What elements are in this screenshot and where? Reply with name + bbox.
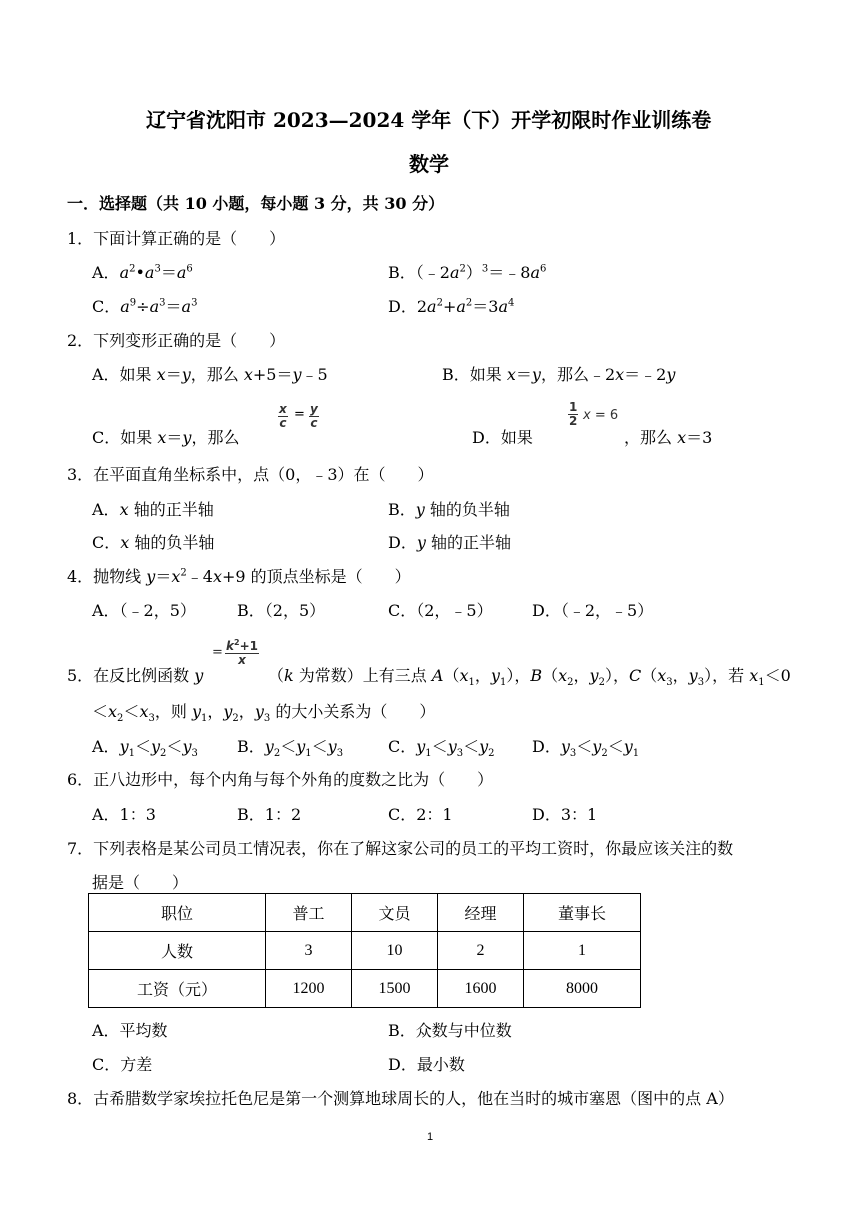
question-5-stem-line1: 5．在反比例函数 y bbox=[67, 666, 204, 685]
page-title: 辽宁省沈阳市 2023—2024 学年（下）开学初限时作业训练卷 bbox=[146, 108, 712, 132]
table-cell: 2 bbox=[438, 932, 524, 970]
q5-option-a: A．$y_1<y_2<y_3$ bbox=[92, 737, 198, 760]
q4-option-b: B．（2，5） bbox=[237, 601, 326, 620]
table-cell: 职位 bbox=[89, 894, 266, 932]
table-cell: 1600 bbox=[438, 970, 524, 1008]
q2-option-b: B．如果 x＝y，那么﹣2x＝﹣2y bbox=[442, 365, 676, 384]
q1-option-d: D．$2a^2+a^2=3a^4$ bbox=[388, 297, 515, 316]
q7-option-b: B．众数与中位数 bbox=[388, 1021, 512, 1040]
employee-table bbox=[88, 893, 641, 1008]
q1-option-b: B．$(﹣2a^2)^3=﹣8a^6$ bbox=[388, 263, 547, 282]
question-5-stem-line2: $<x_2<x_3$，则 $y_1$，$y_2$，$y_3$ 的大小关系为（ ） bbox=[92, 702, 436, 725]
q5-fraction-k2plus1-over-x: $\frac{k^2+1}{x}$ bbox=[226, 638, 258, 667]
q2-fraction-x-over-c: $\frac{x}{c}$ bbox=[279, 402, 287, 430]
q3-option-a: A．x 轴的正半轴 bbox=[92, 500, 214, 519]
question-7-stem-line2: 据是（ ） bbox=[92, 873, 189, 892]
q5-option-d: D．$y_3<y_2<y_1$ bbox=[532, 737, 640, 760]
q6-option-c: C．2：1 bbox=[388, 805, 453, 824]
table-cell: 8000 bbox=[524, 970, 641, 1008]
q4-option-a: A．（﹣2，5） bbox=[92, 601, 196, 620]
q4-option-c: C．（2，﹣5） bbox=[388, 601, 493, 620]
q6-option-b: B．1：2 bbox=[237, 805, 302, 824]
table-row bbox=[89, 894, 641, 932]
q5-option-c: C．$y_1<y_3<y_2$ bbox=[388, 737, 495, 760]
table-cell: 经理 bbox=[438, 894, 524, 932]
table-cell: 文员 bbox=[352, 894, 438, 932]
q4-option-d: D．（﹣2，﹣5） bbox=[532, 601, 654, 620]
subject-title: 数学 bbox=[409, 152, 449, 176]
question-5-stem-line1-cont: （k 为常数）上有三点 $A(x_1$，$y_1$），$B(x_2$，$y_2$），$C(x_3$，$y_3$），若 $x_1<0$ bbox=[268, 666, 791, 689]
table-cell: 1500 bbox=[352, 970, 438, 1008]
question-2-stem: 2．下列变形正确的是（ ） bbox=[67, 331, 286, 350]
q6-option-d: D．3：1 bbox=[532, 805, 598, 824]
q3-option-b: B．y 轴的负半轴 bbox=[388, 500, 510, 519]
page-number: 1 bbox=[427, 1131, 434, 1143]
table-cell: 人数 bbox=[89, 932, 266, 970]
q6-option-a: A．1：3 bbox=[92, 805, 156, 824]
q2-equals-sign: = bbox=[294, 407, 305, 422]
table-cell: 1200 bbox=[266, 970, 352, 1008]
q2-option-c: C．如果 x＝y，那么 bbox=[92, 428, 240, 447]
q7-option-a: A．平均数 bbox=[92, 1021, 168, 1040]
q7-option-c: C．方差 bbox=[92, 1055, 153, 1074]
q2-option-d-cont: ，那么 x＝3 bbox=[624, 428, 713, 447]
table-cell: 董事长 bbox=[524, 894, 641, 932]
question-6-stem: 6．正八边形中，每个内角与每个外角的度数之比为（ ） bbox=[67, 770, 494, 789]
q5-equals-sign: = bbox=[212, 645, 223, 660]
q2-option-a: A．如果 x＝y，那么 x+5＝y﹣5 bbox=[92, 365, 328, 384]
q7-option-d: D．最小数 bbox=[388, 1055, 465, 1074]
question-7-stem-line1: 7．下列表格是某公司员工情况表，你在了解这家公司的员工的平均工资时，你最应该关注的数 bbox=[67, 839, 734, 858]
q3-option-d: D．y 轴的正半轴 bbox=[388, 533, 511, 552]
table-cell: 3 bbox=[266, 932, 352, 970]
q5-option-b: B．$y_2<y_1<y_3$ bbox=[237, 737, 344, 760]
table-cell: 10 bbox=[352, 932, 438, 970]
question-1-stem: 1．下面计算正确的是（ ） bbox=[67, 229, 286, 248]
q2-option-d: D．如果 bbox=[472, 428, 533, 447]
q1-option-c: C．$a^9\div a^3=a^3$ bbox=[92, 297, 198, 316]
question-8-stem: 8．古希腊数学家埃拉托色尼是第一个测算地球周长的人，他在当时的城市塞恩（图中的点 A） bbox=[67, 1089, 734, 1108]
q3-option-c: C．x 轴的负半轴 bbox=[92, 533, 215, 552]
section-header: 一．选择题（共 10 小题，每小题 3 分，共 30 分） bbox=[67, 194, 445, 213]
table-cell: 工资（元） bbox=[89, 970, 266, 1008]
table-row bbox=[89, 932, 641, 970]
question-3-stem: 3．在平面直角坐标系中，点（0，﹣3）在（ ） bbox=[67, 465, 434, 484]
question-4-stem: 4．抛物线 $y=x^2﹣4x+9$ 的顶点坐标是（ ） bbox=[67, 567, 411, 586]
q1-option-a: A．$a^2•a^3=a^6$ bbox=[92, 263, 193, 282]
q2-fraction-one-half: $\frac{1}{2}$ bbox=[569, 400, 578, 428]
table-row bbox=[89, 970, 641, 1008]
table-cell: 1 bbox=[524, 932, 641, 970]
q2-equation-x-equals-6: x = 6 bbox=[583, 408, 619, 423]
table-cell: 普工 bbox=[266, 894, 352, 932]
q2-fraction-y-over-c: $\frac{y}{c}$ bbox=[310, 402, 318, 430]
